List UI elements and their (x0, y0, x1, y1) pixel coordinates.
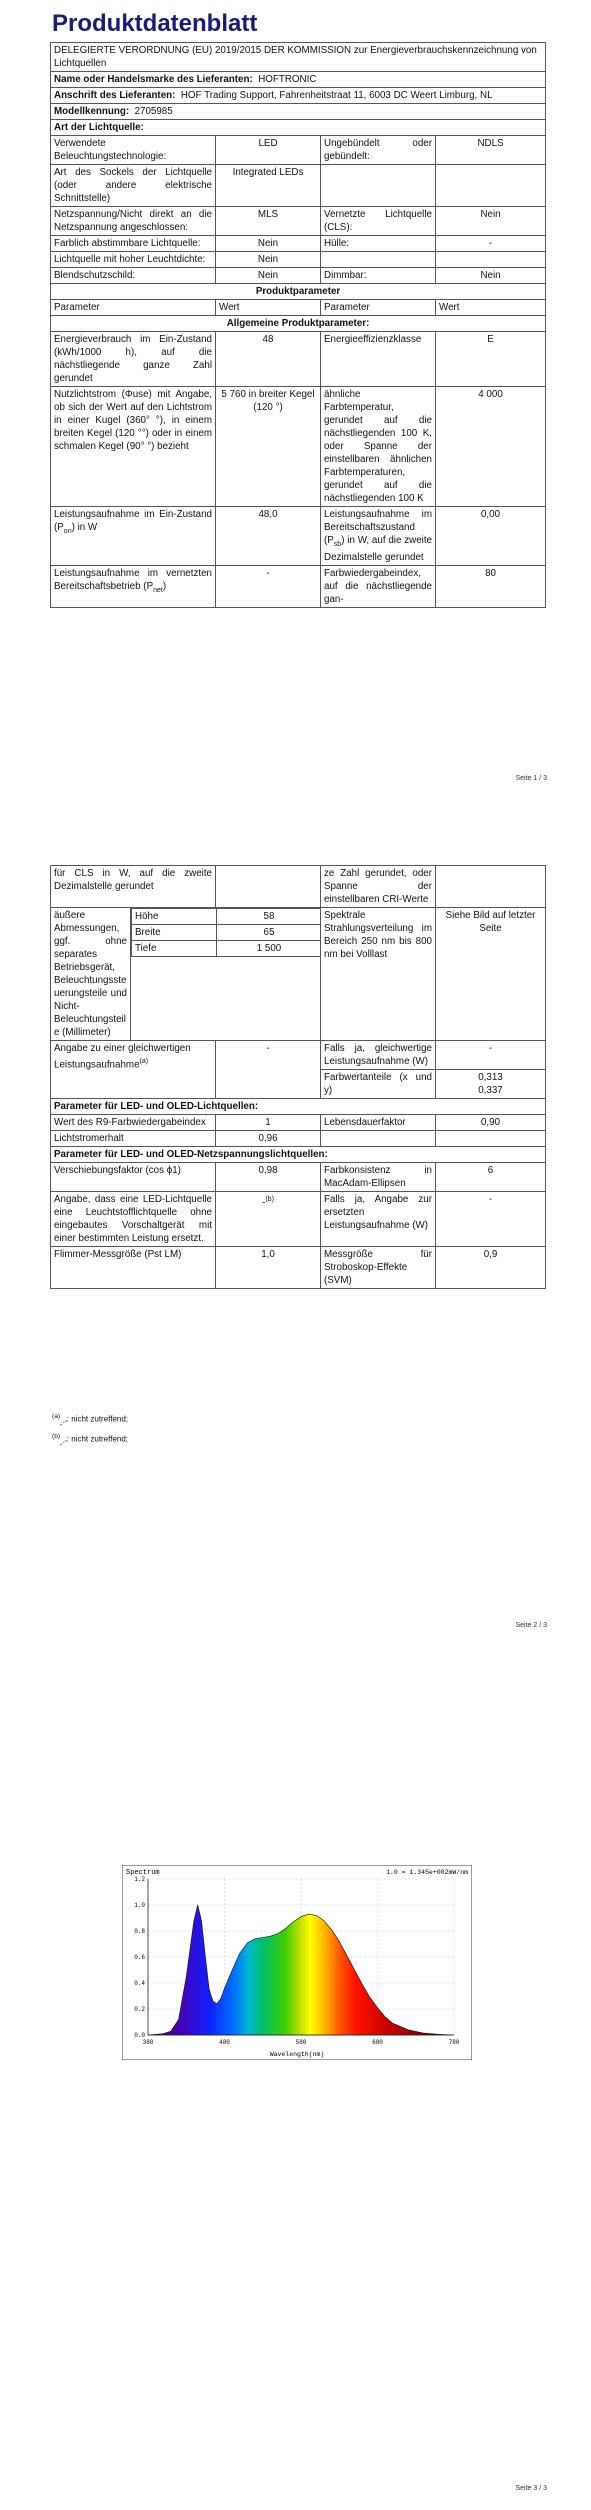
param-label (321, 252, 436, 268)
supplier-name-row (51, 72, 546, 88)
supplier-name-label: Name oder Handelsmarke des Lieferanten: (54, 74, 253, 85)
section-heading-mains: Parameter für LED- und OLED-Netzspannungslichtquellen: (51, 1147, 546, 1163)
column-header: Wert (436, 300, 546, 316)
table-row (51, 136, 546, 165)
table-row (51, 1041, 546, 1070)
param-label: Flimmer-Messgröße (Pst LM) (51, 1247, 216, 1289)
param-label (51, 507, 216, 566)
param-value: 5 760 in breiter Kegel (120 °) (216, 387, 321, 507)
chromaticity-x: 0,313 (478, 1072, 503, 1083)
y-tick-label: 0.0 (134, 2032, 145, 2039)
footnote-mark: (b) (265, 1196, 274, 1203)
param-label: Vernetzte Lichtquelle (CLS): (321, 207, 436, 236)
param-label: Lebensdauerfaktor (321, 1115, 436, 1131)
x-tick-label: 580 (295, 2039, 307, 2046)
param-label: Farbkonsistenz in MacAdam-Ellipsen (321, 1163, 436, 1192)
table-row (51, 165, 546, 207)
dimension-name: Breite (132, 925, 217, 941)
param-value: 48 (216, 332, 321, 387)
datasheet-table-page-1 (50, 42, 546, 608)
param-label (51, 1041, 216, 1099)
param-value: Nein (436, 268, 546, 284)
param-label: Farbwertanteile (x und y) (321, 1070, 436, 1099)
param-label (321, 165, 436, 207)
param-label: Ungebündelt oder gebündelt: (321, 136, 436, 165)
label-text: Angabe zu einer gleichwertigen Leistungsaufnahme (54, 1043, 191, 1071)
x-tick-label: 380 (142, 2039, 154, 2046)
param-value (436, 252, 546, 268)
column-header: Parameter (321, 300, 436, 316)
y-tick-label: 1.2 (134, 1876, 145, 1883)
table-row (51, 1115, 546, 1131)
param-label: Dimmbar: (321, 268, 436, 284)
table-row (132, 941, 321, 957)
table-row (51, 332, 546, 387)
param-label: Falls ja, gleichwertige Leistungsaufnahme (W) (321, 1041, 436, 1070)
footnote-mark: (a) (139, 1058, 149, 1065)
param-label: Lichtquelle mit hoher Leuchtdichte: (51, 252, 216, 268)
footnote-a (52, 1410, 128, 1430)
param-value: 0,98 (216, 1163, 321, 1192)
param-label (321, 1131, 436, 1147)
param-label: Farblich abstimmbare Lichtquelle: (51, 236, 216, 252)
param-value: LED (216, 136, 321, 165)
model-label: Modellkennung: (54, 106, 130, 117)
param-value: Nein (216, 236, 321, 252)
param-label: Verschiebungsfaktor (cos ϕ1) (51, 1163, 216, 1192)
param-value: - (216, 565, 321, 607)
param-value: Nein (436, 207, 546, 236)
param-label (321, 507, 436, 566)
param-value: - (216, 1041, 321, 1099)
chart-title: Spectrum (126, 1869, 160, 1877)
model-id: 2705985 (134, 106, 173, 117)
param-value (216, 1192, 321, 1247)
section-heading-led: Parameter für LED- und OLED-Lichtquellen: (51, 1099, 546, 1115)
param-value: 1,0 (216, 1247, 321, 1289)
param-label: Spektrale Strahlungsverteilung im Bereich 250 nm bis 800 nm bei Volllast (321, 908, 436, 1041)
footnote-text: : nicht zutreffend; (66, 1414, 129, 1424)
param-value: MLS (216, 207, 321, 236)
spectrum-chart (122, 1865, 472, 2060)
page-3 (0, 1680, 591, 2510)
footnote-text: : nicht zutreffend; (66, 1434, 129, 1444)
param-value: 6 (436, 1163, 546, 1192)
label-text: ) in W, auf die zweite Dezimalstelle gerundet (324, 535, 432, 563)
param-label: Verwendete Beleuchtungstechnologie: (51, 136, 216, 165)
footnote-mark: (a) (52, 1413, 61, 1420)
chromaticity-y: 0,337 (478, 1085, 503, 1096)
param-value: Nein (216, 268, 321, 284)
param-value: 0,00 (436, 507, 546, 566)
column-header: Wert (216, 300, 321, 316)
table-row (51, 236, 546, 252)
dimensions-row (51, 908, 546, 1041)
param-value: 0,9 (436, 1247, 546, 1289)
supplier-address: HOF Trading Support, Fahrenheitstraat 11, 6003 DC Weert Limburg, NL (180, 90, 493, 101)
page-number: Seite 1 / 3 (515, 775, 547, 782)
param-label: Hülle: (321, 236, 436, 252)
param-value (436, 1070, 546, 1099)
dimensions-table (131, 908, 321, 957)
x-axis-label: Wavelength(nm) (269, 2051, 325, 2058)
footnote-b (52, 1430, 128, 1450)
param-label: Messgröße für Stroboskop-Effekte (SVM) (321, 1247, 436, 1289)
param-label: Energieeffizienzklasse (321, 332, 436, 387)
table-row (51, 1163, 546, 1192)
param-label (51, 565, 216, 607)
column-header: Parameter (51, 300, 216, 316)
label-text: ) (162, 580, 167, 592)
param-value: 1 (216, 1115, 321, 1131)
y-tick-label: 0.8 (134, 1928, 145, 1935)
footnote-dash: „-“ (60, 1419, 67, 1427)
label-text: Leistungsaufnahme im vernetzten Bereitschaftsbetrieb (P (54, 567, 212, 592)
label-text: Leistungsaufnahme im Ein-Zustand (P (54, 509, 212, 533)
param-label: Nutzlichtstrom (Φuse) mit Angabe, ob sich der Wert auf den Lichtstrom in einer Kugel (360° °), in einem breiten Kegel (120 °°) oder in einem schmalen Kegel (90° °) bezieht (51, 387, 216, 507)
table-row (51, 1247, 546, 1289)
x-tick-label: 680 (372, 2039, 383, 2046)
param-value: - (436, 236, 546, 252)
param-value: 48,0 (216, 507, 321, 566)
dimensions-label: äußere Abmessungen, ggf. ohne separates Betriebsgerät, Beleuchtungssteuerungsteile und Nicht-Beleuchtungsteile (Millimeter) (51, 908, 131, 1041)
param-label: Wert des R9-Farbwiedergabeindex (51, 1115, 216, 1131)
table-row (51, 252, 546, 268)
section-heading-general: Allgemeine Produktparameter: (51, 316, 546, 332)
param-label: ähnliche Farbtemperatur, gerundet auf die nächstliegenden 100 K, oder Spanne der einstellbaren ähnlichen Farbtemperaturen, gerundet auf die nächstliegenden 100 K (321, 387, 436, 507)
param-label: Farbwiedergabeindex, auf die nächstliegende gan- (321, 565, 436, 607)
param-label: Falls ja, Angabe zur ersetzten Leistungsaufnahme (W) (321, 1192, 436, 1247)
value-text: - (262, 1197, 266, 1209)
param-value: E (436, 332, 546, 387)
table-row (51, 268, 546, 284)
param-value: 0,96 (216, 1131, 321, 1147)
param-label: Netzspannung/Nicht direkt an die Netzspannung angeschlossen: (51, 207, 216, 236)
table-row (51, 207, 546, 236)
table-row (51, 1192, 546, 1247)
label-text: Leistungsaufnahme im Bereitschaftszustand (P (324, 509, 432, 546)
param-value: Integrated LEDs (216, 165, 321, 207)
param-value: Nein (216, 252, 321, 268)
page-1 (0, 0, 591, 800)
y-tick-label: 1.0 (134, 1902, 145, 1909)
section-heading-product-parameters: Produktparameter (51, 284, 546, 300)
label-subscript: sb (333, 540, 342, 548)
param-value: 4 000 (436, 387, 546, 507)
x-tick-label: 780 (448, 2039, 460, 2046)
datasheet-table-page-2 (50, 865, 546, 1289)
param-value: - (436, 1192, 546, 1247)
x-tick-label: 480 (219, 2039, 230, 2046)
param-label: ze Zahl gerundet, oder Spanne der einstellbaren CRI-Werte (321, 866, 436, 908)
dimensions-cell (131, 908, 321, 1041)
model-row (51, 104, 546, 120)
spectrum-svg (122, 1865, 472, 2060)
param-value: - (436, 1041, 546, 1070)
param-label: für CLS in W, auf die zweite Dezimalstelle gerundet (51, 866, 216, 908)
dimension-value: 1 500 (217, 941, 321, 957)
supplier-address-row (51, 88, 546, 104)
light-source-type-label: Art der Lichtquelle: (51, 120, 546, 136)
page-number: Seite 3 / 3 (515, 2485, 547, 2492)
table-row (51, 507, 546, 566)
footnote-dash: „-“ (60, 1439, 67, 1447)
regulation-text: DELEGIERTE VERORDNUNG (EU) 2019/2015 DER KOMMISSION zur Energieverbrauchskennzeichnung von Lichtquellen (51, 43, 546, 72)
table-row (132, 909, 321, 925)
table-row (51, 1131, 546, 1147)
y-tick-label: 0.4 (134, 1980, 145, 1987)
param-label: Angabe, dass eine LED-Lichtquelle eine Leuchtstofflichtquelle ohne eingebautes Vorschaltgerät mit einer bestimmten Leistung ersetzt. (51, 1192, 216, 1247)
y-tick-label: 0.6 (134, 1954, 145, 1961)
table-row (51, 387, 546, 507)
param-label: Lichtstromerhalt (51, 1131, 216, 1147)
param-value: 0,90 (436, 1115, 546, 1131)
param-value (436, 1131, 546, 1147)
supplier-name: HOFTRONIC (258, 74, 317, 85)
dimension-name: Tiefe (132, 941, 217, 957)
column-header-row (51, 300, 546, 316)
page-2 (0, 840, 591, 1640)
param-label: Energieverbrauch im Ein-Zustand (kWh/1000 h), auf die nächstliegende ganze Zahl gerundet (51, 332, 216, 387)
param-value: NDLS (436, 136, 546, 165)
dimension-value: 58 (217, 909, 321, 925)
param-label: Art des Sockels der Lichtquelle (oder andere elektrische Schnittstelle) (51, 165, 216, 207)
label-subscript: net (153, 586, 163, 594)
param-value: 80 (436, 565, 546, 607)
param-value: Siehe Bild auf letzter Seite (436, 908, 546, 1041)
footnotes (52, 1410, 128, 1451)
param-value (436, 165, 546, 207)
label-subscript: on (63, 527, 72, 535)
address-label: Anschrift des Lieferanten: (54, 90, 176, 101)
chart-annotation: 1.0 = 1.345e+002mW/nm (386, 1869, 468, 1876)
footnote-mark: (b) (52, 1433, 61, 1441)
y-tick-label: 0.2 (134, 2006, 145, 2013)
page-number: Seite 2 / 3 (515, 1622, 547, 1629)
table-row (132, 925, 321, 941)
table-row (51, 866, 546, 908)
table-row (51, 565, 546, 607)
label-text: ) in W (71, 522, 98, 533)
dimension-name: Höhe (132, 909, 217, 925)
document-title: Produktdatenblatt (52, 10, 258, 37)
param-label: Blendschutzschild: (51, 268, 216, 284)
dimension-value: 65 (217, 925, 321, 941)
